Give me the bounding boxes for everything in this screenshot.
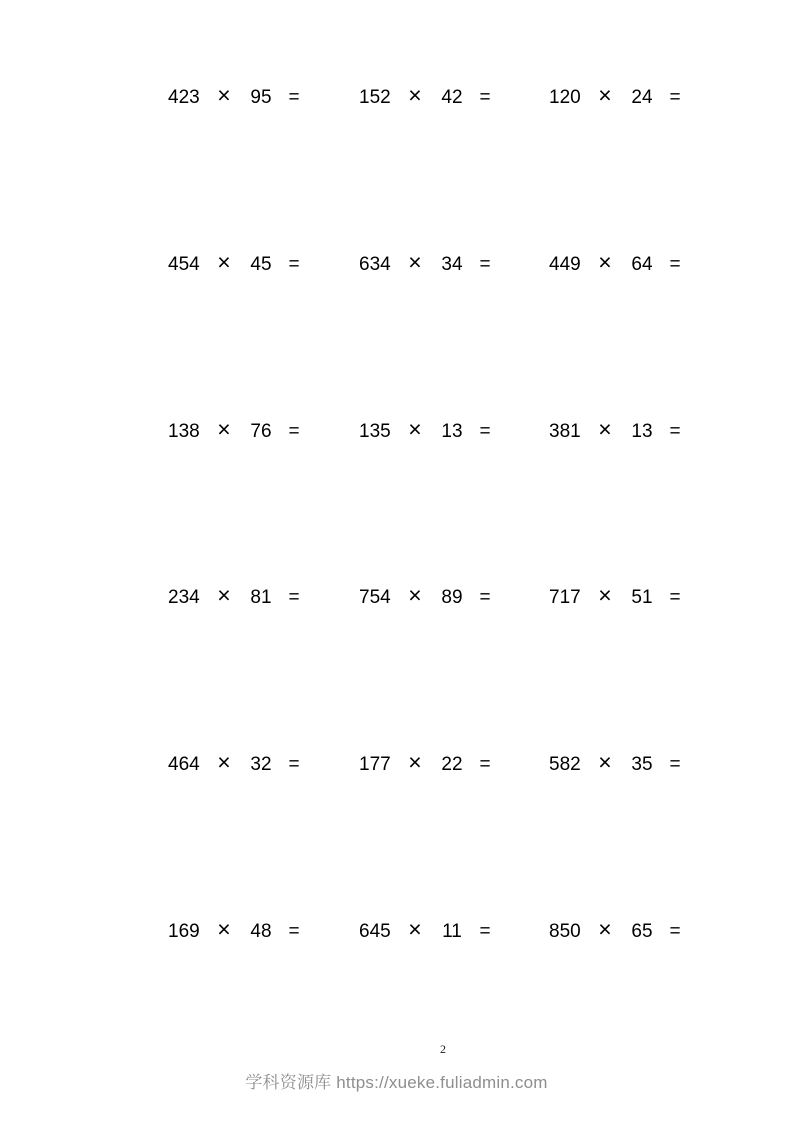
multiply-icon: × <box>408 749 422 776</box>
operand-1: 454 <box>168 253 200 275</box>
multiplication-problem <box>168 584 359 751</box>
multiplication-problem <box>549 415 719 585</box>
multiply-icon: × <box>408 82 422 108</box>
multiply-icon: × <box>598 82 612 108</box>
equals-sign: = <box>288 253 300 275</box>
operand-2: 81 <box>250 587 272 609</box>
multiplication-problem <box>168 84 359 251</box>
multiply-icon: × <box>217 415 231 442</box>
multiplication-problem <box>168 751 359 918</box>
equals-sign: = <box>669 253 681 275</box>
multiplication-problem <box>549 248 719 418</box>
multiply-icon: × <box>408 248 422 275</box>
operand-1: 169 <box>168 920 200 942</box>
equals-sign: = <box>669 920 681 942</box>
multiplication-problem <box>549 84 719 251</box>
equals-sign: = <box>288 587 300 609</box>
operand-2: 13 <box>631 420 653 442</box>
operand-2: 95 <box>250 87 272 108</box>
multiply-icon: × <box>408 415 422 442</box>
operand-2: 11 <box>442 920 462 942</box>
equals-sign: = <box>479 587 491 609</box>
multiply-icon: × <box>217 749 231 776</box>
operand-2: 13 <box>441 420 463 442</box>
equals-sign: = <box>479 754 491 776</box>
operand-1: 717 <box>549 587 581 609</box>
operand-2: 24 <box>631 87 653 108</box>
multiplication-problem <box>359 415 549 585</box>
operand-2: 76 <box>250 420 272 442</box>
operand-1: 423 <box>168 87 200 108</box>
operand-2: 35 <box>631 754 653 776</box>
operand-2: 42 <box>441 87 463 108</box>
multiply-icon: × <box>217 248 231 275</box>
operand-1: 850 <box>549 920 581 942</box>
equals-sign: = <box>288 420 300 442</box>
multiply-icon: × <box>598 749 612 776</box>
multiplication-problem <box>359 248 549 418</box>
equals-sign: = <box>479 253 491 275</box>
multiply-icon: × <box>598 915 612 942</box>
operand-2: 45 <box>250 253 272 275</box>
footer-source-link: 学科资源库 https://xueke.fuliadmin.com <box>245 1073 548 1092</box>
multiplication-problem <box>359 915 549 1085</box>
equals-sign: = <box>669 754 681 776</box>
multiply-icon: × <box>217 582 231 609</box>
equals-sign: = <box>669 587 681 609</box>
problems-grid <box>168 84 719 1085</box>
multiplication-problem <box>549 584 719 751</box>
equals-sign: = <box>288 920 300 942</box>
multiply-icon: × <box>408 582 422 609</box>
equals-sign: = <box>669 420 681 442</box>
operand-1: 464 <box>168 754 200 776</box>
operand-1: 138 <box>168 420 200 442</box>
operand-1: 234 <box>168 587 200 609</box>
equals-sign: = <box>669 87 681 108</box>
operand-1: 449 <box>549 253 581 275</box>
operand-1: 754 <box>359 587 391 609</box>
operand-1: 135 <box>359 420 391 442</box>
equals-sign: = <box>479 920 491 942</box>
multiply-icon: × <box>217 915 231 942</box>
equals-sign: = <box>479 420 491 442</box>
multiplication-problem <box>359 84 549 251</box>
operand-2: 22 <box>441 754 463 776</box>
operand-2: 32 <box>250 754 272 776</box>
multiplication-problem <box>168 915 359 1085</box>
multiply-icon: × <box>598 415 612 442</box>
operand-1: 634 <box>359 253 391 275</box>
operand-1: 120 <box>549 87 581 108</box>
operand-1: 381 <box>549 420 581 442</box>
operand-2: 64 <box>631 253 653 275</box>
multiplication-problem <box>549 751 719 918</box>
multiplication-problem <box>168 415 359 585</box>
multiplication-problem <box>549 915 719 1085</box>
equals-sign: = <box>288 754 300 776</box>
operand-1: 645 <box>359 920 391 942</box>
equals-sign: = <box>479 87 491 108</box>
operand-2: 65 <box>631 920 653 942</box>
multiplication-problem <box>359 751 549 918</box>
operand-2: 51 <box>631 587 653 609</box>
page-number: 2 <box>440 1042 446 1056</box>
operand-2: 89 <box>441 587 463 609</box>
multiply-icon: × <box>217 82 231 108</box>
operand-1: 152 <box>359 87 391 108</box>
multiply-icon: × <box>408 915 422 942</box>
operand-2: 48 <box>250 920 272 942</box>
operand-2: 34 <box>441 253 463 275</box>
multiply-icon: × <box>598 582 612 609</box>
multiply-icon: × <box>598 248 612 275</box>
equals-sign: = <box>288 87 300 108</box>
operand-1: 177 <box>359 754 391 776</box>
multiplication-problem <box>359 584 549 751</box>
multiplication-problem <box>168 248 359 418</box>
operand-1: 582 <box>549 754 581 776</box>
